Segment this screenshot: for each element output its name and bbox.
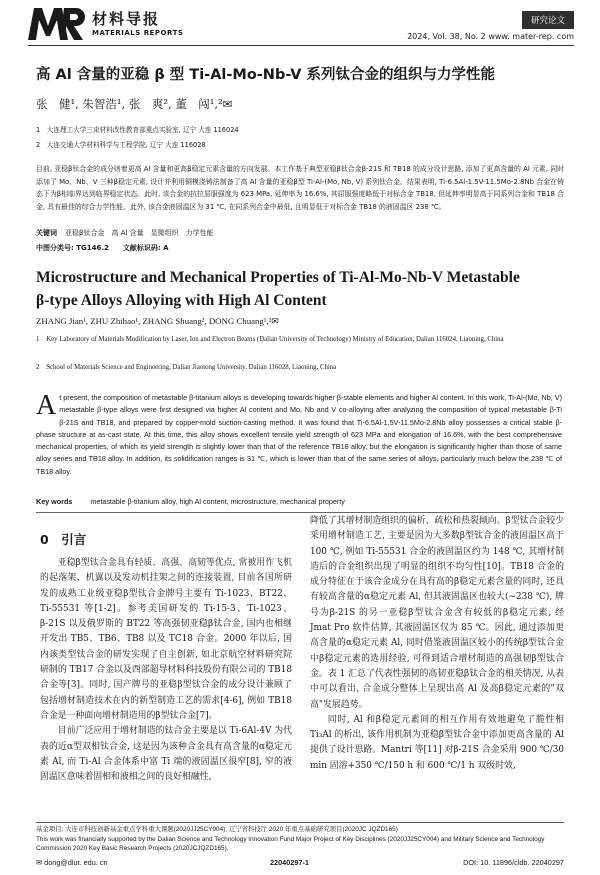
keywords-cn-text: 亚稳β钛合金 高 Al 含量 显微组织 力学性能 xyxy=(65,229,214,237)
footer-email xyxy=(36,858,108,867)
journal-name-en: MATERIALS REPORTS xyxy=(92,29,184,37)
funding-cn: 基金项目: 大连市科技创新基金重点学科重大课题(2020JJ25CY004); 辽宁省科技厅 2020 年重点基础研究项目(2020JC JQZD165) xyxy=(36,826,398,833)
footer-doi: DOI: 10. 11896/cldb. 22040297 xyxy=(463,858,564,867)
abstract-en-dropcap: A xyxy=(36,390,57,421)
funding-en: This work was financially supported by the Dalian Science and Technology Innovation Fund Major Project of Key Disciplines (2020JJ25CY004) and Military Science and Technology Commission 2020 Key Basic Research Projects (2020JCJQZD165). xyxy=(36,835,545,852)
paper-title-en xyxy=(36,266,566,312)
body-paragraph: 目前广泛应用于增材制造的钛合金主要是以 Ti-6Al-4V 为代表的近α型双相钛合金, 这是因为该种合金具有高含量的α稳定元素 Al, 而 Ti-Al 合金体系中富 Ti 端的液固温区很窄[8], 窄的液固温区意味着固相和液相之间的良好相融性, xyxy=(40,726,292,783)
body-left-column xyxy=(40,556,292,785)
affiliation-en-2: 2 School of Materials Science and Engineering, Dalian Jiaotong University, Dalian 116028, Liaoning, China xyxy=(36,364,337,371)
paper-title-en-line-1: Microstructure and Mechanical Properties of Ti-Al-Mo-Nb-V Metastable xyxy=(36,269,520,286)
affiliation-cn-2: 2 大连交通大学材料科学与工程学院, 辽宁 大连 116028 xyxy=(36,141,206,149)
article-type-badge: 研究论文 xyxy=(522,11,574,29)
abstract-en xyxy=(36,392,562,478)
funding-footnote xyxy=(36,825,564,854)
section-heading-introduction: 0 引言 xyxy=(40,532,87,547)
body-paragraph: 降低了其增材制造组织的偏析、疏松和热裂倾向。β型钛合金较少采用增材制造工艺, 主要是因为大多数β型钛合金的液固温区高于 100 ℃, 例如 Ti-55531 合金的液固温区约为 148 ℃, 其增材制造后的合金组织出现了明显的组织不均匀性[10]。TB18 合金的成分特征在于该合金成分在具有高的β稳定元素含量的同时, 还具有较高含量的α稳定元素 Al, 但其液固温区也较大(~238 ℃), 牌号为β-21S 的另一亚稳β型钛合金含有较低的β稳定元素, 经 Jmat Pro 软件估算, 其液固温区仅为 85 ℃。因此, 通过添加更高含量的α稳定元素 Al, 同时借鉴液固温区较小的传统β型钛合金中β稳定元素的选用经验, 可得到适合增材制造的高强韧β型钛合金。表 1 汇总了代表性强韧的高韧亚稳β钛合金的相关情况, 从表中可以看出, 合金成分整体上呈现出高 Al 及高β稳定元素的"双高"发展趋势。 xyxy=(310,516,564,710)
keywords-en xyxy=(36,497,345,506)
keywords-en-label: Key words xyxy=(36,497,73,506)
issue-info: 2024, Vol. 38, No. 2 www. mater-rep. com xyxy=(407,32,574,41)
body-paragraph: 同时, Al 和β稳定元素间的相互作用有效地避免了脆性相 Ti₃Al 的析出, 该作用机制为亚稳β型钛合金中添加更高含量的 Al 提供了设计思路。Mantri 等[11] 对β-21S 合金采用 900 ℃/30 min 固溶+350 ℃/150 h 和 600 ℃/1 h 双级时效, xyxy=(310,714,564,771)
keywords-cn-label: 关键词 xyxy=(36,229,57,237)
affiliation-cn-1: 1 大连理工大学三束材料改性教育部重点实验室, 辽宁 大连 116024 xyxy=(36,126,239,134)
paper-title-en-line-2: β-type Alloys Alloying with High Al Content xyxy=(36,292,327,309)
body-paragraph: 亚稳β型钛合金具有轻质、高强、高韧等优点, 常被用作飞机的起落架、机翼以及发动机挂架之间的连接装置, 目前各国所研发的成熟工业级亚稳β型钛合金牌号主要有 Ti-1023、BT22、Ti-55531 等[1-2]。参考美国研发的 Ti-15-3、Ti-1023、β-21S 以及俄罗斯的 BT22 等高强韧亚稳β钛合金, 国内也相继开发出 TB5、TB6、TB8 以及 TC18 合金。2000 年以后, 国内该类型钛合金的研发实现了自主创新, 如北京航空材料研究院研制的 TB17 合金以及西部超导材料科技股份有限公司的 TB18 合金等[3]。同时, 国产牌号的亚稳β型钛合金的成分设计兼顾了包括增材制造技术在内的新型制造工艺的需求[4-6], 例如 TB18 合金是一种面向增材制造用的β型钛合金[7]。 xyxy=(40,558,292,721)
email-icon: ✉ xyxy=(36,858,45,867)
journal-logo-icon xyxy=(28,6,86,42)
header-rule xyxy=(28,45,574,46)
keywords-en-text: metastable β-titanium alloy, high Al content, microstructure, mechanical property xyxy=(90,497,345,506)
footnote-rule xyxy=(36,822,564,823)
authors-en: ZHANG Jian¹, ZHU Zhihao¹, ZHANG Shuang², DONG Chuang¹,²✉ xyxy=(36,316,279,326)
footer-page-id: 22040297-1 xyxy=(270,858,309,867)
classification-cn: 中图分类号: TG146.2 文献标识码: A xyxy=(36,244,169,252)
affiliation-en-1: 1 Key Laboratory of Materials Modification by Laser, Ion and Electron Beams (Dalian University of Technology) Ministry of Education, Dalian 116024, Liaoning, China xyxy=(36,336,504,343)
abstract-divider xyxy=(36,512,564,513)
authors-cn: 张 健¹, 朱智浩¹, 张 爽², 董 闯¹,²✉ xyxy=(36,97,233,111)
journal-name-cn: 材料导报 xyxy=(92,10,161,28)
footer-email-text: dong@dlut. edu. cn xyxy=(44,858,108,867)
keywords-cn xyxy=(36,228,214,238)
body-right-column xyxy=(310,514,564,774)
paper-title-cn: 高 Al 含量的亚稳 β 型 Ti-Al-Mo-Nb-V 系列钛合金的组织与力学性能 xyxy=(36,67,496,83)
abstract-en-text: t present, the composition of metastable β-titanium alloys is developing towards higher β-stable elements and higher Al content. In this work, Ti-Al-(Mo, Nb, V) metastable β-type alloys were first designed via higher Al content and Mo, Nb and V co-alloying after analyzing the composition of typical metastable β-Ti β-21S and TB18, and prepared by copper-mold suction-casting method. It was found that Ti-6.5Al-1.5V-11.5Mo-2.8Nb alloy possesses a critical stable β-phase structure at as-cast state. At this time, this alloy shows excellent tensile yield strength of 623 MPa and elongation of 16.6%, with the best comprehensive mechanical properties, of which its yield strength is slightly lower than that of the reference TB18 alloy, but the elongation is significantly higher than those of same alloy series and TB18 alloy. In addition, its solidification ranges is 31 ℃, which is lower than that of the same series of alloys, particularly much below the 238 ℃ of TB18 alloy. xyxy=(36,393,562,476)
abstract-cn: 目前, 亚稳β钛合金的成分则着更高 Al 含量和更高β稳定元素含量的方向发展。本工作基于典型亚稳β钛合金β-21S 和 TB18 的成分设计思路, 添加了更高含量的 Al 元素, 同时添加了 Mo、Nb、V 三种β稳定元素, 设计并利用铜模浇铸法制备了高 Al 含量的亚稳β型 Ti-Al-(Mo, Nb, V) 系列钛合金。结果表明, Ti-6.5Al-1.5V-11.5Mo-2.8Nb 合金在铸态下为β相临界达到临界稳定状态。此时, 该合金的抗拉屈服强度为 623 MPa, 延伸率为 16.6%, 其屈服强度略低于对标合金 TB18, 但延伸率明显高于同系列合金和 TB18 合金, 具有最佳的综合力学性能。此外, 该合金液固温区为 31 ℃, 在同系列合金中最低, 且明显低于对标合金 TB18 的液固温区 238 ℃。 xyxy=(36,165,564,211)
